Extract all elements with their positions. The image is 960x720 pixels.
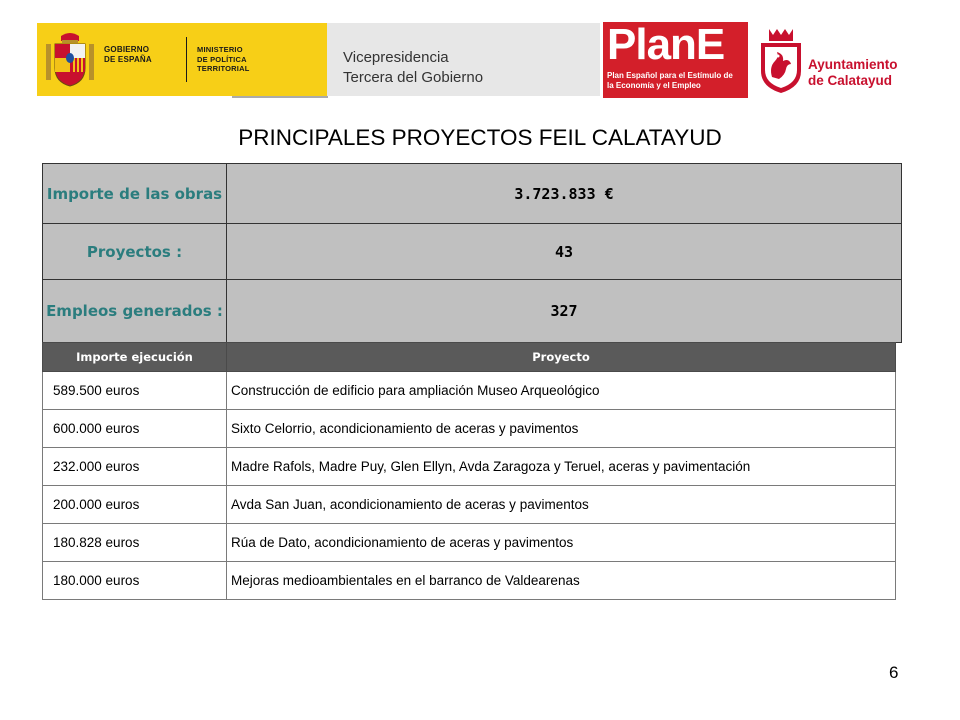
proyecto-cell: Mejoras medioambientales en el barranco de Valdearenas (227, 562, 896, 600)
spain-coat-of-arms-icon (45, 32, 95, 88)
table-header-row (43, 343, 896, 372)
table-row (43, 524, 896, 562)
ministerio-label: MINISTERIO DE POLÍTICA TERRITORIAL (197, 45, 250, 73)
importe-cell: 200.000 euros (43, 486, 227, 524)
proyecto-cell: Avda San Juan, acondicionamiento de aceras y pavimentos (227, 486, 896, 524)
proyecto-cell: Rúa de Dato, acondicionamiento de aceras y pavimentos (227, 524, 896, 562)
summary-label: Empleos generados : (43, 280, 227, 343)
summary-value: 327 (227, 280, 902, 343)
summary-row (43, 164, 902, 224)
plane-logo (603, 22, 748, 98)
summary-label: Proyectos : (43, 224, 227, 280)
gobierno-label: GOBIERNO DE ESPAÑA (104, 45, 152, 64)
table-row (43, 448, 896, 486)
summary-row (43, 224, 902, 280)
vicepresidencia-line1: Vicepresidencia (343, 49, 449, 66)
proyecto-cell: Madre Rafols, Madre Puy, Glen Ellyn, Avda Zaragoza y Teruel, aceras y pavimentación (227, 448, 896, 486)
plane-title: PlanE (607, 20, 725, 69)
table-row (43, 562, 896, 600)
importe-cell: 180.000 euros (43, 562, 227, 600)
vicepresidencia-banner (327, 23, 600, 96)
proyecto-cell: Sixto Celorrio, acondicionamiento de aceras y pavimentos (227, 410, 896, 448)
ayuntamiento-label: Ayuntamiento de Calatayud (808, 57, 898, 88)
page-title: PRINCIPALES PROYECTOS FEIL CALATAYUD (238, 125, 722, 150)
projects-table (42, 342, 896, 600)
summary-table (42, 163, 902, 343)
column-header-importe: Importe ejecución (43, 343, 227, 372)
banner-underline (232, 96, 328, 98)
summary-row (43, 280, 902, 343)
column-header-proyecto: Proyecto (227, 343, 896, 372)
importe-cell: 180.828 euros (43, 524, 227, 562)
table-row (43, 410, 896, 448)
importe-cell: 600.000 euros (43, 410, 227, 448)
plane-subtitle: Plan Español para el Estímulo de la Economía y el Empleo (607, 71, 733, 90)
table-row (43, 486, 896, 524)
vicepresidencia-line2: Tercera del Gobierno (343, 69, 484, 86)
table-row (43, 372, 896, 410)
importe-cell: 589.500 euros (43, 372, 227, 410)
proyecto-cell: Construcción de edificio para ampliación Museo Arqueológico (227, 372, 896, 410)
gobierno-banner (37, 23, 327, 96)
summary-label: Importe de las obras (43, 164, 227, 224)
summary-value: 3.723.833 € (227, 164, 902, 224)
page-number: 6 (889, 663, 899, 682)
calatayud-coat-of-arms-icon (757, 27, 805, 95)
summary-value: 43 (227, 224, 902, 280)
divider (186, 37, 187, 82)
importe-cell: 232.000 euros (43, 448, 227, 486)
